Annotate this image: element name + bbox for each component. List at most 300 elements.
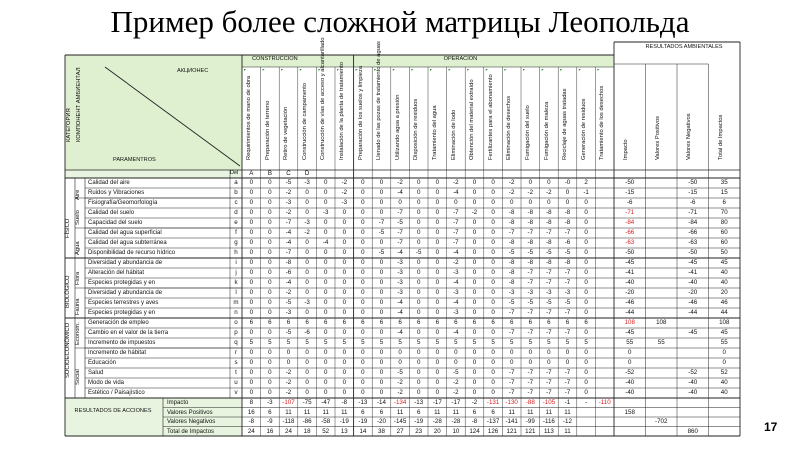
matrix-cell-value: -7 — [546, 279, 552, 286]
matrix-cell-value: 0 — [472, 249, 477, 256]
header-corner-marker — [467, 69, 469, 71]
matrix-cell-value: 0 — [472, 329, 477, 336]
matrix-cell-value: -5 — [508, 299, 515, 306]
header-corner-marker — [579, 69, 581, 71]
matrix-cell-value: 0 — [584, 279, 588, 286]
matrix-cell-value: 0 — [416, 199, 421, 206]
matrix-cell-value: -5 — [397, 369, 403, 376]
summary-cell-value: 11 — [303, 408, 311, 416]
matrix-cell-value: 0 — [361, 349, 365, 356]
parameter-row-label: Diversidad y abundancia de — [88, 260, 163, 266]
matrix-cell-value: 0 — [268, 249, 272, 256]
matrix-cell-value: 0 — [323, 359, 328, 366]
matrix-cell-value: 0 — [435, 269, 440, 276]
matrix-cell-value: 0 — [379, 289, 384, 296]
matrix-cell-value: -4 — [285, 279, 292, 286]
summary-cell-value: -13 — [414, 399, 424, 406]
matrix-cell-value: 0 — [491, 199, 495, 206]
header-category-label: КАТЕГОРИЯ — [66, 108, 72, 142]
parameter-row-code: t — [235, 369, 237, 376]
matrix-cell-value: 0 — [491, 249, 495, 256]
matrix-cell-value: 0 — [361, 289, 365, 296]
matrix-cell-value: 0 — [305, 379, 309, 386]
matrix-cell-value: -45 — [625, 259, 635, 266]
action-column-header: Generación de residuos — [580, 98, 587, 160]
matrix-cell-value: -2 — [341, 179, 348, 186]
matrix-cell-value: -8 — [546, 209, 552, 216]
matrix-cell-value: 0 — [435, 249, 440, 256]
matrix-cell-value: 0 — [361, 309, 365, 316]
matrix-cell-value: -5 — [285, 329, 292, 336]
matrix-cell-value: 0 — [323, 309, 328, 316]
matrix-cell-value: -40 — [688, 379, 698, 386]
category-label: SOCIOECONÓMICO — [65, 322, 71, 378]
matrix-cell-value: -7 — [546, 379, 552, 386]
matrix-cell-value: 0 — [361, 209, 365, 216]
matrix-cell-value: 5 — [398, 339, 402, 346]
summary-cell-value: -107 — [282, 399, 295, 406]
matrix-cell-value: -4 — [397, 249, 403, 256]
summary-cell-value: -702 — [655, 418, 668, 425]
matrix-cell-value: 0 — [398, 349, 402, 356]
matrix-cell-value: 0 — [491, 259, 495, 266]
matrix-cell-value: 0 — [416, 269, 421, 276]
header-corner-marker — [597, 69, 599, 71]
matrix-cell-value: -7 — [397, 239, 403, 246]
matrix-cell-value: -7 — [546, 329, 552, 336]
matrix-cell-value: -7 — [508, 329, 515, 336]
matrix-cell-value: -3 — [527, 289, 534, 296]
matrix-cell-value: -3 — [285, 199, 292, 206]
matrix-cell-value: 0 — [379, 209, 384, 216]
matrix-cell-value: 0 — [249, 209, 254, 216]
action-column-header: Preparación de los suelos y limpieza — [357, 65, 364, 160]
matrix-cell-value: 0 — [379, 259, 384, 266]
matrix-cell-value: -7 — [397, 209, 403, 216]
matrix-cell-value: -2 — [285, 369, 292, 376]
matrix-cell-value: 5 — [565, 339, 570, 346]
matrix-cell-value: -3 — [564, 289, 571, 296]
component-label: Social — [75, 369, 81, 385]
matrix-cell-value: -7 — [285, 249, 292, 256]
matrix-cell-value: 0 — [342, 269, 347, 276]
matrix-cell-value: 0 — [379, 189, 384, 196]
matrix-cell-value: 70 — [720, 209, 728, 216]
matrix-cell-value: 0 — [509, 199, 514, 206]
header-corner-marker — [281, 69, 283, 71]
matrix-cell-value: 5 — [491, 339, 495, 346]
summary-row-label: Valores Positivos — [167, 409, 213, 416]
matrix-cell-value: 0 — [249, 309, 254, 316]
parameter-row-code: c — [234, 199, 238, 206]
header-corner-marker — [560, 69, 562, 71]
matrix-cell-value: 0 — [361, 259, 365, 266]
summary-row-label: Total de Impactos — [167, 428, 215, 435]
summary-cell-value: -130 — [505, 399, 518, 406]
matrix-cell-value: 0 — [323, 279, 328, 286]
matrix-cell-value: 6 — [454, 319, 458, 326]
matrix-cell-value: 0 — [416, 219, 421, 226]
matrix-cell-value: 0 — [435, 329, 440, 336]
matrix-cell-value: -5 — [564, 299, 571, 306]
matrix-cell-value: -8 — [564, 259, 571, 266]
matrix-cell-value: -7 — [527, 269, 534, 276]
summary-cell-value: 11 — [434, 408, 441, 416]
header-corner-marker — [542, 69, 544, 71]
parameter-row-label: Estético / Paisajístico — [88, 390, 145, 396]
matrix-cell-value: -5 — [285, 179, 292, 186]
matrix-cell-value: 5 — [584, 339, 588, 346]
parameter-row-code: e — [234, 219, 238, 226]
matrix-cell-value: 0 — [565, 359, 570, 366]
summary-cell-value: -1 — [564, 399, 571, 406]
matrix-cell-value: 0 — [565, 349, 570, 356]
matrix-cell-value: 6 — [491, 319, 495, 326]
header-corner-marker — [486, 69, 488, 71]
matrix-cell-value: -4 — [397, 309, 403, 316]
matrix-cell-value: 0 — [472, 239, 477, 246]
matrix-cell-value: 40 — [720, 279, 728, 286]
matrix-cell-value: 0 — [565, 189, 570, 196]
matrix-cell-value: 0 — [584, 329, 588, 336]
parameter-row-code: v — [234, 389, 238, 396]
matrix-cell-value: -5 — [527, 299, 534, 306]
matrix-cell-value: 0 — [323, 199, 328, 206]
parameter-row-code: j — [235, 269, 237, 276]
matrix-cell-value: -50 — [625, 249, 635, 256]
matrix-cell-value: -2 — [397, 379, 403, 386]
matrix-cell-value: -4 — [397, 329, 403, 336]
matrix-cell-value: 0 — [491, 389, 495, 396]
matrix-cell-value: 0 — [435, 189, 440, 196]
component-label: Flora — [75, 271, 81, 285]
slide-number: 17 — [764, 420, 778, 434]
summary-cell-value: -86 — [302, 418, 312, 425]
summary-cell-value: 113 — [543, 427, 554, 435]
header-actions-label: АКЦИОНЕС — [177, 68, 209, 74]
matrix-cell-value: -84 — [688, 219, 698, 226]
parameter-row-label: Fisiografía/Geomorfología — [88, 200, 158, 206]
matrix-cell-value: -7 — [527, 229, 534, 236]
header-corner-marker — [449, 69, 451, 71]
matrix-cell-value: 0 — [584, 269, 588, 276]
matrix-cell-value: -66 — [625, 229, 635, 236]
parameter-row-code: u — [234, 379, 238, 386]
matrix-cell-value: 0 — [342, 289, 347, 296]
matrix-cell-value: 0 — [249, 369, 254, 376]
header-corner-marker — [430, 69, 432, 71]
matrix-cell-value: 0 — [305, 279, 309, 286]
matrix-cell-value: 0 — [249, 249, 254, 256]
matrix-cell-value: 0 — [528, 199, 533, 206]
matrix-cell-value: 0 — [323, 259, 328, 266]
matrix-cell-value: 45 — [720, 259, 728, 266]
matrix-cell-value: 6 — [584, 319, 588, 326]
summary-cell-value: -9 — [267, 418, 273, 425]
group-header-bg — [242, 55, 614, 67]
matrix-cell-value: 0 — [435, 379, 440, 386]
matrix-cell-value: 0 — [342, 219, 347, 226]
parameter-row-label: Ruidos y Vibraciones — [88, 190, 145, 196]
matrix-cell-value: -3 — [397, 259, 403, 266]
summary-cell-value: -28 — [432, 418, 442, 425]
matrix-cell-value: 108 — [656, 319, 667, 326]
matrix-cell-value: 5 — [435, 339, 440, 346]
summary-cell-value: 18 — [303, 427, 311, 435]
matrix-cell-value: 6 — [435, 319, 440, 326]
matrix-cell-value: 0 — [472, 269, 477, 276]
matrix-cell-value: 0 — [584, 209, 588, 216]
matrix-cell-value: -2 — [285, 389, 292, 396]
summary-cell-value: 11 — [527, 408, 534, 416]
matrix-cell-value: 40 — [720, 269, 728, 276]
matrix-cell-value: 0 — [249, 219, 254, 226]
matrix-cell-value: -2 — [453, 379, 459, 386]
matrix-cell-value: -8 — [508, 219, 515, 226]
matrix-cell-value: 0 — [305, 359, 309, 366]
matrix-cell-value: 0 — [249, 299, 254, 306]
matrix-cell-value: 0 — [268, 259, 272, 266]
matrix-cell-value: -20 — [625, 289, 635, 296]
parameter-row-code: d — [234, 209, 238, 216]
matrix-cell-value: 0 — [379, 269, 384, 276]
matrix-cell-value: 0 — [491, 239, 495, 246]
matrix-cell-value: 5 — [268, 339, 272, 346]
matrix-cell-value: 0 — [584, 309, 588, 316]
matrix-cell-value: 0 — [435, 309, 440, 316]
matrix-cell-value: 0 — [305, 239, 309, 246]
matrix-cell-value: -7 — [546, 309, 552, 316]
matrix-cell-value: 52 — [720, 369, 728, 376]
matrix-cell-value: 0 — [454, 359, 458, 366]
matrix-cell-value: 6 — [509, 319, 514, 326]
matrix-cell-value: 5 — [361, 339, 365, 346]
parameter-row-label: Salud — [88, 370, 104, 376]
matrix-cell-value: -7 — [508, 369, 515, 376]
matrix-cell-value: 0 — [398, 199, 402, 206]
summary-cell-value: 121 — [525, 427, 536, 435]
matrix-cell-value: 6 — [305, 319, 309, 326]
code-row-bg — [65, 170, 242, 178]
summary-cell-value: 11 — [341, 408, 348, 416]
matrix-cell-value: 0 — [491, 219, 495, 226]
matrix-cell-value: 0 — [435, 199, 440, 206]
matrix-cell-value: 0 — [584, 249, 588, 256]
matrix-cell-value: 50 — [720, 249, 728, 256]
summary-cell-value: - — [585, 399, 588, 406]
matrix-cell-value: 0 — [416, 189, 421, 196]
matrix-cell-value: -63 — [688, 239, 698, 246]
matrix-cell-value: 0 — [472, 349, 477, 356]
matrix-cell-value: 0 — [305, 269, 309, 276]
matrix-cell-value: 0 — [416, 259, 421, 266]
matrix-cell-value: 0 — [416, 229, 421, 236]
matrix-cell-value: 0 — [249, 289, 254, 296]
matrix-cell-value: 0 — [361, 299, 365, 306]
matrix-cell-value: 0 — [342, 209, 347, 216]
matrix-cell-value: 0 — [305, 259, 309, 266]
summary-cell-value: -19 — [414, 418, 424, 425]
component-label: Fauna — [75, 298, 81, 315]
matrix-cell-value: -2 — [453, 389, 459, 396]
summary-cell-value: 6 — [268, 408, 272, 416]
summary-cell-value: -58 — [321, 418, 331, 425]
parameter-row-code: f — [235, 229, 237, 236]
matrix-cell-value: -4 — [285, 229, 292, 236]
results-column-header: Valores Positivos — [654, 115, 661, 160]
action-column-header: Obtención del material extraído — [469, 79, 476, 160]
matrix-cell-value: 6 — [286, 319, 291, 326]
matrix-cell-value: 0 — [361, 189, 365, 196]
matrix-cell-value: 0 — [416, 279, 421, 286]
matrix-cell-value: 55 — [626, 339, 634, 346]
matrix-cell-value: -1 — [583, 189, 589, 196]
matrix-cell-value: -2 — [527, 189, 534, 196]
matrix-cell-value: -6 — [304, 329, 310, 336]
summary-cell-value: 6 — [472, 408, 477, 416]
matrix-cell-value: 0 — [323, 189, 328, 196]
matrix-cell-value: 0 — [472, 289, 477, 296]
matrix-cell-value: 0 — [472, 299, 477, 306]
matrix-cell-value: 0 — [249, 179, 254, 186]
matrix-cell-value: 0 — [342, 349, 347, 356]
summary-cell-value: 11 — [564, 408, 571, 416]
matrix-cell-value: 0 — [547, 179, 551, 186]
matrix-cell-value: 0 — [305, 349, 309, 356]
matrix-cell-value: -7 — [453, 209, 459, 216]
matrix-cell-value: -6 — [564, 239, 571, 246]
matrix-cell-value: 0 — [268, 329, 272, 336]
matrix-cell-value: 0 — [435, 229, 440, 236]
matrix-cell-value: 0 — [342, 389, 347, 396]
matrix-cell-value: -8 — [527, 209, 534, 216]
parameter-row-label: Especies protegidas y en — [88, 310, 156, 316]
matrix-cell-value: -8 — [564, 219, 571, 226]
matrix-cell-value: 0 — [472, 309, 477, 316]
parameter-row-code: g — [234, 239, 238, 246]
matrix-cell-value: -3 — [453, 269, 459, 276]
matrix-cell-value: 0 — [472, 189, 477, 196]
summary-cell-value: -8 — [341, 399, 348, 406]
matrix-cell-value: 0 — [268, 219, 272, 226]
parameter-row-code: i — [235, 259, 237, 266]
action-column-code: B — [267, 170, 272, 177]
matrix-cell-value: 0 — [435, 369, 440, 376]
matrix-cell-value: 0 — [584, 199, 588, 206]
matrix-cell-value: 0 — [491, 189, 495, 196]
matrix-cell-value: 0 — [286, 349, 291, 356]
matrix-cell-value: 0 — [565, 199, 570, 206]
matrix-cell-value: 0 — [472, 279, 477, 286]
summary-cell-value: -28 — [451, 418, 461, 425]
summary-cell-value: 860 — [687, 427, 698, 435]
action-column-header: Tratamiento de los desechos — [599, 85, 606, 160]
parameter-row-code: s — [234, 359, 238, 366]
matrix-cell-value: 0 — [305, 209, 309, 216]
leopold-matrix — [65, 37, 765, 449]
matrix-cell-value: 0 — [435, 209, 440, 216]
action-column-header: Eliminación de lodo — [450, 109, 457, 160]
matrix-cell-value: -7 — [397, 229, 403, 236]
matrix-cell-value: -2 — [285, 209, 292, 216]
summary-cell-value: 24 — [285, 427, 292, 435]
matrix-cell-value: 0 — [435, 219, 440, 226]
matrix-cell-value: -3 — [397, 289, 403, 296]
results-column-header: Impacto — [623, 139, 629, 160]
matrix-cell-value: 0 — [491, 269, 495, 276]
matrix-cell-value: -71 — [625, 209, 635, 216]
matrix-cell-value: -45 — [625, 329, 635, 336]
matrix-cell-value: -7 — [564, 329, 571, 336]
summary-cell-value: -17 — [432, 399, 442, 406]
results-column-header: Total de Impactos — [717, 114, 724, 160]
summary-cell-value: -145 — [393, 418, 407, 425]
matrix-cell-value: 0 — [547, 359, 551, 366]
matrix-cell-value: 0 — [472, 219, 477, 226]
summary-cell-value: -8 — [471, 418, 478, 425]
matrix-cell-value: -2 — [285, 289, 292, 296]
matrix-cell-value: 0 — [379, 349, 384, 356]
summary-cell-value: -2 — [471, 399, 478, 406]
matrix-cell-value: 0 — [361, 199, 365, 206]
matrix-cell-value: -8 — [527, 259, 534, 266]
matrix-cell-value: 0 — [398, 359, 402, 366]
matrix-cell-value: 45 — [720, 329, 728, 336]
action-column-header: Retiro de vegetación — [283, 106, 290, 160]
matrix-cell-value: 0 — [472, 259, 477, 266]
matrix-cell-value: 44 — [720, 309, 728, 316]
matrix-cell-value: -7 — [564, 279, 571, 286]
matrix-cell-value: 6 — [398, 319, 402, 326]
matrix-cell-value: -2 — [471, 209, 478, 216]
matrix-cell-value: 0 — [416, 209, 421, 216]
parameter-row-label: Especies terrestres y aves — [88, 300, 159, 306]
matrix-cell-value: 0 — [323, 289, 328, 296]
matrix-cell-value: 0 — [379, 309, 384, 316]
matrix-cell-value: 20 — [720, 289, 728, 296]
matrix-cell-value: 0 — [361, 219, 365, 226]
summary-cell-value: 11 — [564, 427, 571, 435]
matrix-cell-value: -5 — [378, 229, 385, 236]
summary-cell-value: -99 — [525, 418, 535, 425]
matrix-cell-value: -41 — [688, 269, 698, 276]
matrix-cell-value: -5 — [546, 299, 552, 306]
matrix-cell-value: -2 — [453, 179, 459, 186]
matrix-cell-value: -2 — [508, 189, 515, 196]
parameter-row-code: n — [234, 309, 238, 316]
header-corner-marker — [263, 69, 265, 71]
matrix-cell-value: 6 — [361, 319, 365, 326]
matrix-cell-value: -5 — [378, 249, 385, 256]
matrix-cell-value: 0 — [305, 289, 309, 296]
matrix-cell-value: -7 — [508, 309, 515, 316]
action-column-code: D — [304, 170, 310, 177]
matrix-cell-value: 40 — [720, 389, 728, 396]
matrix-cell-value: 0 — [361, 279, 365, 286]
summary-cell-value: -141 — [505, 418, 518, 425]
action-column-header: Construcción de vías de acceso y alcantarillado — [320, 37, 327, 160]
parameter-row-label: Calidad del aire — [88, 180, 130, 186]
matrix-cell-value: 0 — [361, 369, 365, 376]
matrix-cell-value: -2 — [546, 189, 552, 196]
matrix-cell-value: 108 — [624, 319, 635, 326]
matrix-cell-value: 0 — [323, 249, 328, 256]
matrix-cell-value: -7 — [527, 279, 534, 286]
matrix-cell-value: 0 — [379, 299, 384, 306]
summary-cell-value: -118 — [282, 418, 295, 425]
matrix-cell-value: 0 — [361, 359, 365, 366]
matrix-cell-value: 0 — [342, 299, 347, 306]
